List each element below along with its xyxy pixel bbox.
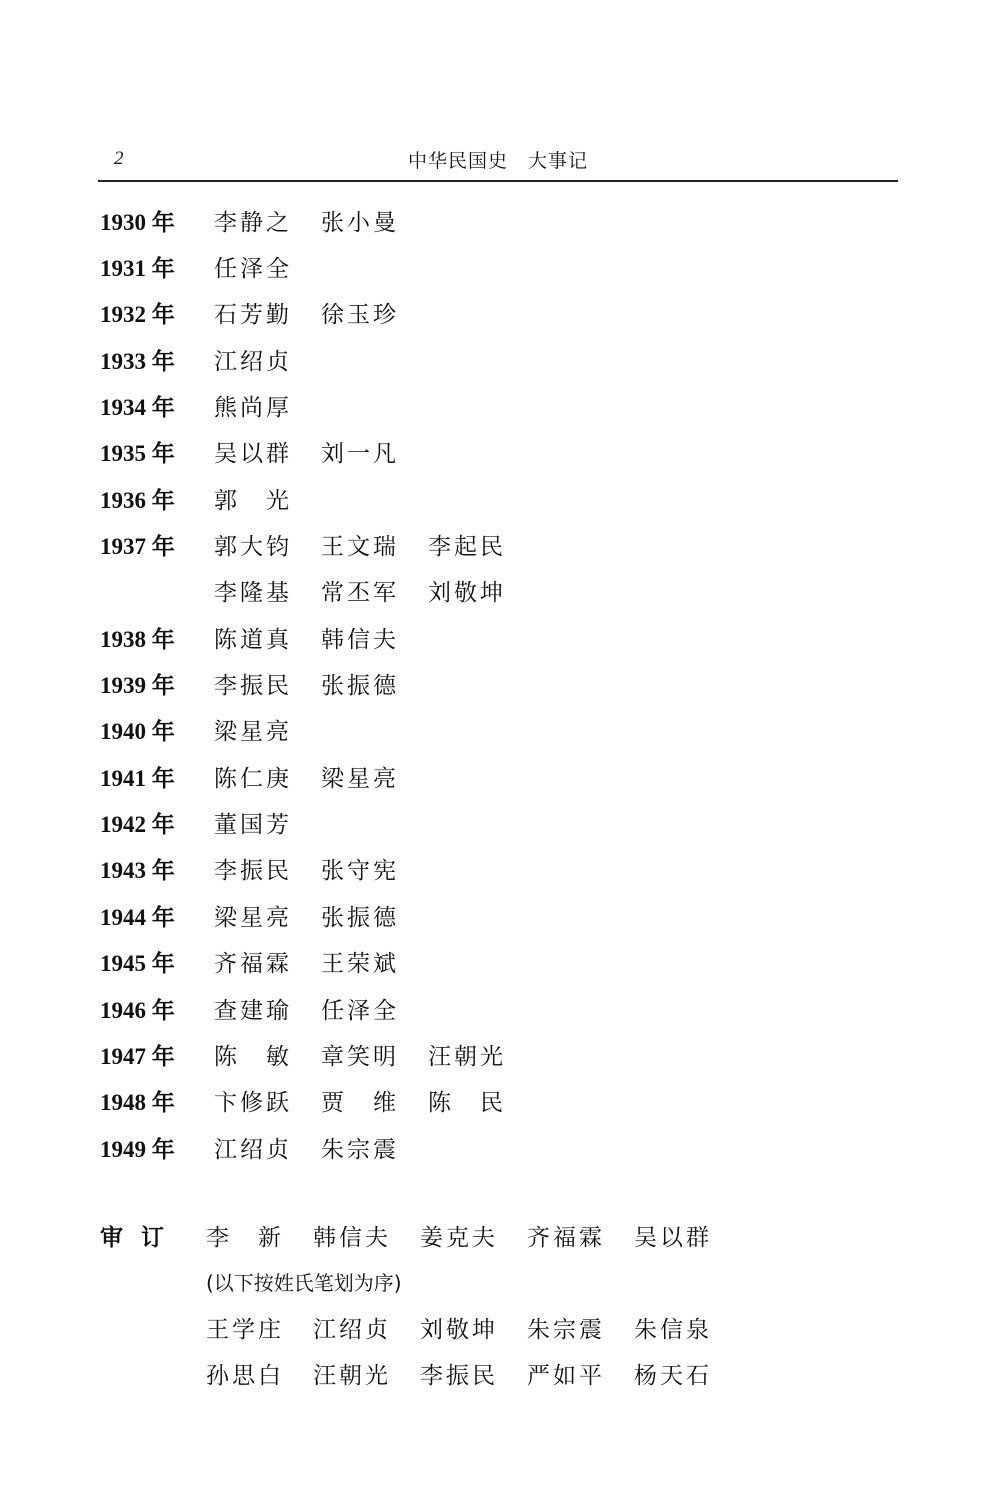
entry-row — [100, 429, 900, 475]
entry-row — [100, 846, 900, 892]
page-number: 2 — [114, 148, 124, 169]
author-name: 张守宪 — [321, 858, 399, 885]
author-name: 韩信夫 — [321, 626, 399, 653]
author-name: 陈 敏 — [214, 1043, 292, 1070]
author-name: 张振德 — [321, 673, 399, 700]
entry-row — [100, 382, 900, 428]
entry-row — [100, 753, 900, 799]
author-name: 李静之 — [214, 209, 292, 236]
author-name: 朱宗震 — [321, 1136, 399, 1163]
entry-year: 1942 年 — [100, 812, 175, 838]
entry-year: 1943 年 — [100, 858, 175, 884]
entry-year: 1939 年 — [100, 673, 175, 699]
entry-row — [100, 290, 900, 336]
author-name: 章笑明 — [321, 1043, 399, 1070]
entry-row — [100, 568, 900, 614]
author-name: 张振德 — [321, 904, 399, 931]
author-name: 郭 光 — [214, 487, 292, 514]
entry-row — [100, 985, 900, 1031]
author-name: 梁星亮 — [214, 904, 292, 931]
author-name: 董国芳 — [214, 812, 292, 839]
author-name: 刘敬坤 — [428, 580, 506, 607]
entry-year: 1934 年 — [100, 395, 175, 421]
entry-row — [100, 243, 900, 289]
reviewer-name: 王学庄 — [206, 1316, 284, 1343]
author-name: 陈仁庚 — [214, 765, 292, 792]
entry-row — [100, 475, 900, 521]
review-note-row — [100, 1258, 900, 1304]
entry-row — [100, 614, 900, 660]
author-name: 张小曼 — [321, 209, 399, 236]
author-name: 贾 维 — [321, 1090, 399, 1117]
entry-row — [100, 197, 900, 243]
author-name: 梁星亮 — [214, 719, 292, 746]
entry-row — [100, 1031, 900, 1077]
page-header — [98, 140, 898, 182]
author-name: 王文瑞 — [321, 534, 399, 561]
author-name: 陈道真 — [214, 626, 292, 653]
author-name: 李起民 — [428, 534, 506, 561]
entry-year: 1938 年 — [100, 626, 175, 652]
reviewer-name: 姜克夫 — [420, 1224, 498, 1251]
author-name: 卞修跃 — [214, 1090, 292, 1117]
entry-year: 1937 年 — [100, 534, 175, 560]
entry-year: 1948 年 — [100, 1090, 175, 1116]
reviewer-name: 江绍贞 — [313, 1316, 391, 1343]
author-name: 江绍贞 — [214, 1136, 292, 1163]
author-name: 刘一凡 — [321, 441, 399, 468]
author-name: 郭大钧 — [214, 534, 292, 561]
entry-year: 1931 年 — [100, 256, 175, 282]
entry-year: 1933 年 — [100, 348, 175, 374]
entry-year: 1941 年 — [100, 765, 175, 791]
entry-row — [100, 939, 900, 985]
review-label: 审订 — [100, 1224, 182, 1251]
entry-year: 1944 年 — [100, 904, 175, 930]
reviewer-name: 刘敬坤 — [420, 1316, 498, 1343]
author-name: 陈 民 — [428, 1090, 506, 1117]
ordering-note: (以下按姓氏笔划为序) — [206, 1270, 402, 1295]
entry-row — [100, 892, 900, 938]
entry-row — [100, 799, 900, 845]
author-name: 齐福霖 — [214, 951, 292, 978]
entry-row — [100, 1124, 900, 1170]
author-name: 梁星亮 — [321, 765, 399, 792]
reviewer-name: 朱信泉 — [634, 1316, 712, 1343]
author-name: 任泽全 — [214, 256, 292, 283]
author-name: 江绍贞 — [214, 348, 292, 375]
author-name: 任泽全 — [321, 997, 399, 1024]
entry-year: 1930 年 — [100, 209, 175, 235]
entry-row — [100, 707, 900, 753]
entry-year: 1935 年 — [100, 441, 175, 467]
reviewer-name: 孙思白 — [206, 1362, 284, 1389]
entry-year: 1947 年 — [100, 1043, 175, 1069]
reviewer-name: 齐福霖 — [527, 1224, 605, 1251]
author-name: 吴以群 — [214, 441, 292, 468]
author-year-list — [100, 197, 900, 1170]
entry-year: 1936 年 — [100, 487, 175, 513]
author-name: 李隆基 — [214, 580, 292, 607]
entry-year: 1940 年 — [100, 719, 175, 745]
reviewer-name: 李振民 — [420, 1362, 498, 1389]
reviewer-name: 严如平 — [527, 1362, 605, 1389]
author-name: 王荣斌 — [321, 951, 399, 978]
review-row — [100, 1350, 900, 1396]
entry-year: 1945 年 — [100, 951, 175, 977]
author-name: 李振民 — [214, 858, 292, 885]
author-name: 查建瑜 — [214, 997, 292, 1024]
running-title: 中华民国史 大事记 — [407, 150, 588, 172]
author-name: 徐玉珍 — [321, 302, 399, 329]
reviewer-name: 吴以群 — [634, 1224, 712, 1251]
reviewer-name: 杨天石 — [634, 1362, 712, 1389]
entry-year: 1949 年 — [100, 1136, 175, 1162]
entry-year: 1932 年 — [100, 302, 175, 328]
author-name: 汪朝光 — [428, 1043, 506, 1070]
entry-row — [100, 336, 900, 382]
author-name: 常丕军 — [321, 580, 399, 607]
entry-row — [100, 1078, 900, 1124]
reviewer-name: 韩信夫 — [313, 1224, 391, 1251]
entry-year: 1946 年 — [100, 997, 175, 1023]
entry-row — [100, 660, 900, 706]
author-name: 熊尚厚 — [214, 395, 292, 422]
reviewer-name: 朱宗震 — [527, 1316, 605, 1343]
author-name: 石芳勤 — [214, 302, 292, 329]
reviewer-name: 李 新 — [206, 1224, 284, 1251]
review-row — [100, 1212, 900, 1258]
review-row — [100, 1304, 900, 1350]
entry-row — [100, 521, 900, 567]
reviewer-name: 汪朝光 — [313, 1362, 391, 1389]
author-name: 李振民 — [214, 673, 292, 700]
review-section — [100, 1212, 900, 1396]
